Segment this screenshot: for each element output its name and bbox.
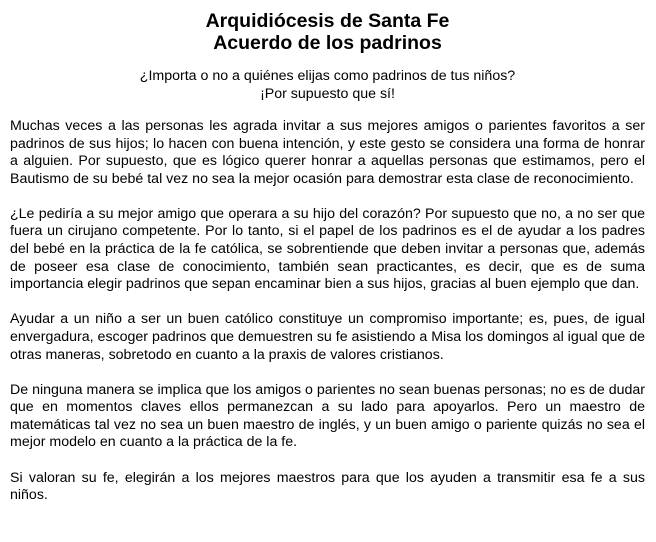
title-line-agreement: Acuerdo de los padrinos xyxy=(213,32,442,54)
paragraph-3: Ayudar a un niño a ser un buen católico constituye un compromiso importante; es, pues, de igual envergadura, escoger padrinos que demuestren su fe asistiendo a Misa los domingos al igual que de otras maneras, sobretodo en cuanto a la praxis de valores cristianos. xyxy=(10,311,645,363)
paragraph-5: Si valoran su fe, elegirán a los mejores maestros para que los ayuden a transmitir esa fe a sus niños. xyxy=(10,469,645,504)
subtitle-answer: ¡Por supuesto que sí! xyxy=(260,85,395,102)
document-title xyxy=(10,10,645,54)
paragraph-2: ¿Le pediría a su mejor amigo que operara a su hijo del corazón? Por supuesto que no, a no ser que fuera un cirujano competente. Por lo tanto, si el papel de los padrinos es el de ayudar a los padres del bebé en la práctica de la fe católica, se sobrentiende que deben invitar a personas que, además de poseer esa clase de conocimiento, también sean practicantes, es decir, que es de suma importancia elegir padrinos que sepan encaminar bien a sus hijos, gracias al buen ejemplo que dan. xyxy=(10,205,645,293)
paragraph-1: Muchas veces a las personas les agrada invitar a sus mejores amigos o parientes favoritos a ser padrinos de sus hijos; lo hacen con buena intención, y este gesto se considera una forma de honrar a alguien. Por supuesto, que es lógico querer honrar a aquellas personas que estimamos, pero el Bautismo de su bebé tal vez no sea la mejor ocasión para demostrar esta clase de reconocimiento. xyxy=(10,118,645,187)
subtitle-question: ¿Importa o no a quiénes elijas como padrinos de tus niños? xyxy=(139,68,516,84)
title-line-archdiocese: Arquidiócesis de Santa Fe xyxy=(205,10,450,32)
document-subtitle xyxy=(10,68,645,103)
paragraph-4: De ninguna manera se implica que los amigos o parientes no sean buenas personas; no es de dudar que en momentos claves ellos permanezcan a su lado para apoyarlos. Pero un maestro de matemáticas tal vez no sea un buen maestro de inglés, y un buen amigo o pariente quizás no sea el mejor modelo en cuanto a la práctica de la fe. xyxy=(10,381,645,451)
